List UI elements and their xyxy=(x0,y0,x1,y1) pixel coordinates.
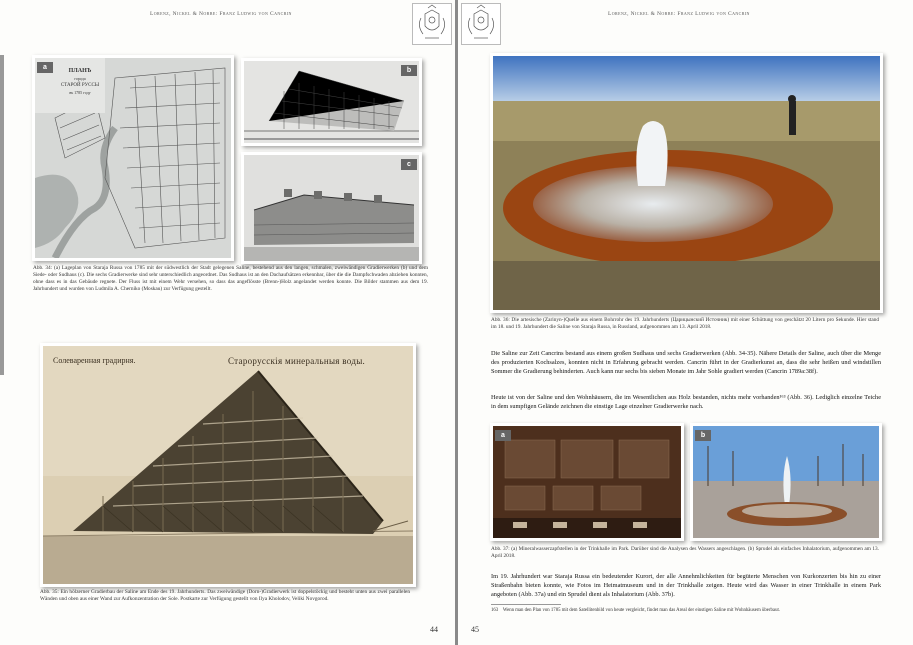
engraving-graduation-tower xyxy=(244,61,419,143)
postcard-graduation-tower xyxy=(43,346,413,584)
figure-35-caption: Abb. 35: Ein hölzerner Gradierbau der Saline am Ende des 19. Jahrhunderts. Das zweiwändige (Dorn-)Gradierwerk ist doppelstöckig und besteht unten aus zwei parallelen Wänden und oben aus einer Wand zur Aufkonzentration der Sole. Postkarte zur Verfügung gestellt von Ilya Kholodov, Veliki Novgorod. xyxy=(40,589,410,602)
figure-34b-graduation-works xyxy=(241,58,422,146)
postcard-caption-right: Старорусскія минеральныя воды. xyxy=(228,356,366,366)
paragraph-kurort: Im 19. Jahrhundert war Staraja Russa ein bedeutender Kurort, der alle Annehmlichkeiten für begüterte Menschen von Kurkonzerten bis hin zu einer Straßenbahn bieten konnte, wie Fotos im Heimatmuseum und in der Trinkhalle zeigen. Heute wird das Wasser in einer Trinkhalle in einem Park angeboten (Abb. 37a) und ein Sprudel dient als Inhalatorium (Abb. 37b). xyxy=(491,573,881,598)
page-edge-marker xyxy=(0,55,4,375)
running-header-left: Lorenz, Nickel & Nobbe: Franz Ludwig von Cancrin xyxy=(150,11,292,17)
figure-36-caption: Abb. 36: Die artesische (Zarinyn-)Quelle aus einem Bohrrohr des 19. Jahrhunderts (Царицынский Источник) mit einer Schüttung von geschätzt 20 Litern pro Sekunde. Hier stand im 18. und 19. Jahrhundert die Saline von Staraja Russa, in Russland, aufgenommen am 13. April 2018. xyxy=(491,317,879,330)
figure-36-artesian-spring xyxy=(490,53,883,313)
photo-fountain xyxy=(693,426,879,538)
coat-of-arms-left xyxy=(412,3,452,45)
figure-label-b: b xyxy=(401,65,417,76)
map-title-line-1: ПЛАНЪ xyxy=(68,68,92,74)
footnote-rule xyxy=(491,604,561,605)
figure-37-caption: Abb. 37: (a) Mineralwasserzapfstellen in der Trinkhalle im Park. Darüber sind die Analysen des Wassers angeschlagen. (b) Sprudel als einfaches Inhalatorium, aufgenommen am 13. April 2018. xyxy=(491,546,879,559)
footnote-163 xyxy=(491,608,881,614)
map-title-line-2: города xyxy=(74,76,86,81)
page-number-left: 44 xyxy=(430,625,438,634)
paragraph-saline: Die Saline zur Zeit Cancrins bestand aus einem großen Sudhaus und sechs Gradierwerken (Abb. 34-35). Nähere Details der Saline, auch über die Menge des produzierten Kochsalzes, konnten nicht in Erfahrung gebracht werden. Cancrin führt in der Gradierkunst an, dass die sehr heißen und windstillen Sommer die Gradierung behinderten. Auch kann nur sechs bis sieben Monate im Jahr Sohle gradiert werden (Cancrin 1789a:38f). xyxy=(491,350,881,375)
right-page xyxy=(458,0,913,645)
figure-37a-drinking-hall xyxy=(490,423,684,541)
map-title-line-4: въ 1785 году xyxy=(69,90,91,95)
figure-34a-city-plan xyxy=(32,55,234,261)
figure-label-c: c xyxy=(401,159,417,170)
engraving-boiling-house xyxy=(244,155,419,261)
figure-label-a: a xyxy=(37,62,53,73)
figure-35-postcard xyxy=(40,343,416,587)
figure-37-label-a: a xyxy=(495,430,511,441)
coat-of-arms-right xyxy=(461,3,501,45)
postcard-caption-left: Солеваренная градирня. xyxy=(53,356,136,365)
running-header-right: Lorenz, Nickel & Nobbe: Franz Ludwig von Cancrin xyxy=(608,11,750,17)
figure-34c-boiling-house xyxy=(241,152,422,264)
photo-mineral-taps xyxy=(493,426,681,538)
map-title-block xyxy=(57,68,103,96)
footnote-text: Wenn man den Plan von 1785 mit dem Satellitenbild von heute vergleicht, findet man das Areal der einstigen Saline mit Wohnhäusern überbaut. xyxy=(502,608,780,613)
map-title-line-3: СТАРОЙ РУССЫ xyxy=(60,83,100,88)
figure-37b-fountain-inhalatorium xyxy=(690,423,882,541)
figure-37-label-b: b xyxy=(695,430,711,441)
page-number-right: 45 xyxy=(471,625,479,634)
left-page xyxy=(0,0,455,645)
footnote-number: 163 xyxy=(491,608,499,613)
paragraph-remains: Heute ist von der Saline und den Wohnhäusern, die im Wesentlichen aus Holz bestanden, nichts mehr vorhanden¹⁶³ (Abb. 36). Lediglich einzelne Teiche in dem sumpfigen Gelände zeichnen die einstige Lage einzelner Gradierwerke nach. xyxy=(491,394,881,410)
figure-34-caption: Abb. 34: (a) Lageplan von Staraja Russa von 1785 mit der südwestlich der Stadt gelegenen Saline, bestehend aus den langen, schmalen, zweiwändigen Gradierwerken (b) und dem Siede- oder Sudhaus (c). Die sechs Gradierwerke sind sehr unterschiedlich angeordnet. Das Sudhaus ist an den Dachaufsätzen erkennbar, über die die Dampfschwaden abziehen konnten, ohne dass es in das Gebäude regnete. Der Fluss ist mit einem Wehr versehen, so dass das angeflösste (Brenn-)Holz angelandet werden konnte. Die Bilder stammen aus dem 19. Jahrhundert und wurden von Ludmila A. Cherniko (Moskau) zur Verfügung gestellt. xyxy=(33,265,428,292)
photo-spring xyxy=(493,56,880,310)
